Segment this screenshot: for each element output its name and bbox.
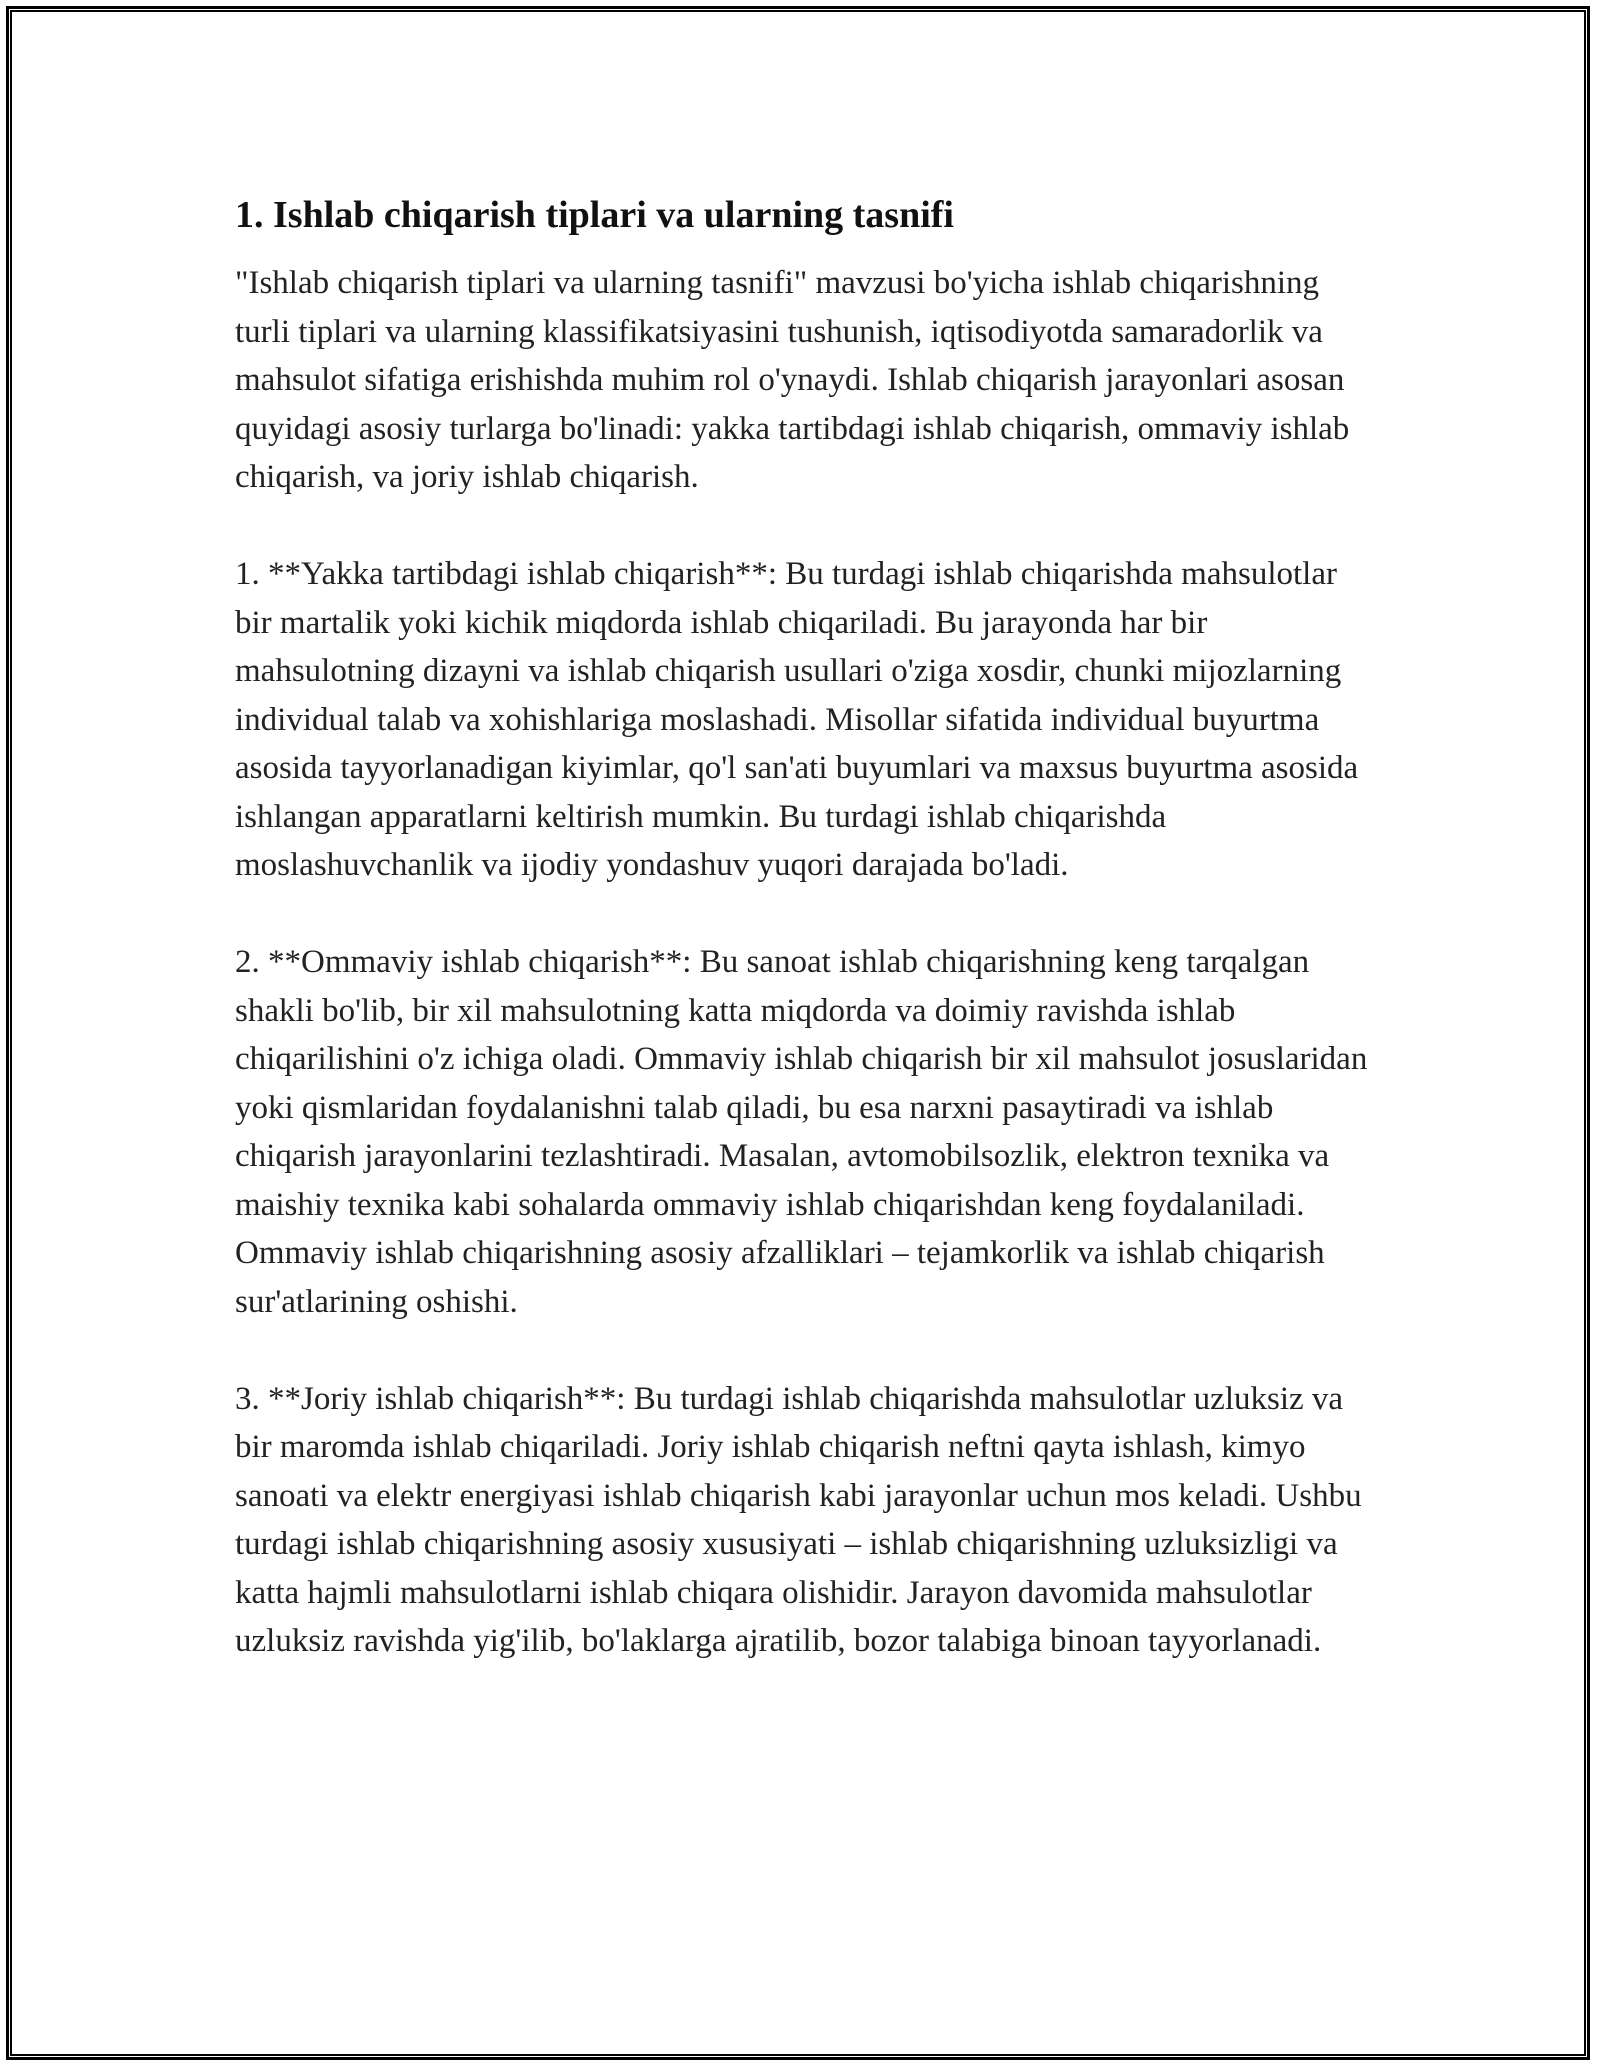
intro-paragraph: "Ishlab chiqarish tiplari va ularning tasnifi" mavzusi bo'yicha ishlab chiqarishning turli tiplari va ularning klassifikatsiyasini tushunish, iqtisodiyotda samaradorlik va mahsulot sifatiga erishishda muhim rol o'ynaydi. Ishlab chiqarish jarayonlari asosan quyidagi asosiy turlarga bo'linadi: yakka tartibdagi ishlab chiqarish, ommaviy ishlab chiqarish, va joriy ishlab chiqarish. [235, 265, 1350, 495]
paragraph-ommaviy: 2. **Ommaviy ishlab chiqarish**: Bu sanoat ishlab chiqarishning keng tarqalgan shakli bo'lib, bir xil mahsulotning katta miqdorda va doimiy ravishda ishlab chiqarilishini o'z ichiga oladi. Ommaviy ishlab chiqarish bir xil mahsulot josuslaridan yoki qismlaridan foydalanishni talab qiladi, bu esa narxni pasaytiradi va ishlab chiqarish jarayonlarini tezlashtiradi. Masalan, avtomobilsozlik, elektron texnika va maishiy texnika kabi sohalarda ommaviy ishlab chiqarishdan keng foydalaniladi. Ommaviy ishlab chiqarishning asosiy afzalliklari – tejamkorlik va ishlab chiqarish sur'atlarining oshishi. [235, 944, 1368, 1320]
document-title: 1. Ishlab chiqarish tiplari va ularning tasnifi [235, 194, 954, 236]
paragraph-joriy: 3. **Joriy ishlab chiqarish**: Bu turdagi ishlab chiqarishda mahsulotlar uzluksiz va bir maromda ishlab chiqariladi. Joriy ishlab chiqarish neftni qayta ishlash, kimyo sanoati va elektr energiyasi ishlab chiqarish kabi jarayonlar uchun mos keladi. Ushbu turdagi ishlab chiqarishning asosiy xususiyati – ishlab chiqarishning uzluksizligi va katta hajmli mahsulotlarni ishlab chiqara olishidir. Jarayon davomida mahsulotlar uzluksiz ravishda yig'ilib, bo'laklarga ajratilib, bozor talabiga binoan tayyorlanadi. [235, 1380, 1362, 1659]
document-body [235, 185, 1375, 1714]
paragraph-yakka-tartibdagi: 1. **Yakka tartibdagi ishlab chiqarish**: Bu turdagi ishlab chiqarishda mahsulotlar bir martalik yoki kichik miqdorda ishlab chiqariladi. Bu jarayonda har bir mahsulotning dizayni va ishlab chiqarish usullari o'ziga xosdir, chunki mijozlarning individual talab va xohishlariga moslashadi. Misollar sifatida individual buyurtma asosida tayyorlanadigan kiyimlar, qo'l san'ati buyumlari va maxsus buyurtma asosida ishlangan apparatlarni keltirish mumkin. Bu turdagi ishlab chiqarishda moslashuvchanlik va ijodiy yondashuv yuqori darajada bo'ladi. [235, 556, 1359, 883]
